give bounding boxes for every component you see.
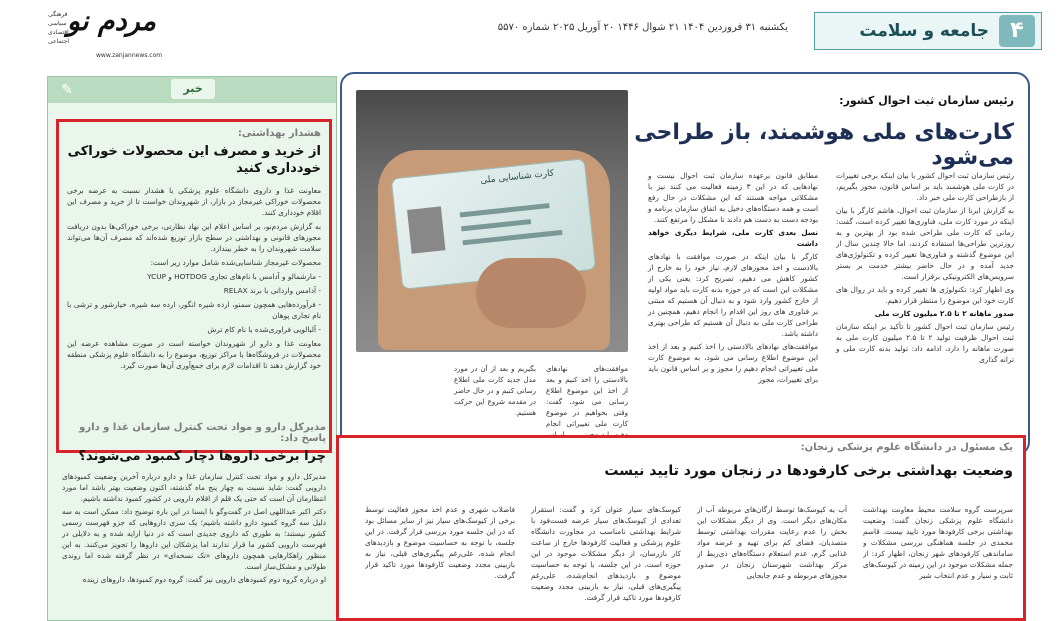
pen-icon: ✎ <box>61 82 73 98</box>
logo-text: مردم نو <box>67 6 156 37</box>
logo-tagline-line: اجتماعی <box>48 38 70 45</box>
page-header <box>0 0 1061 62</box>
article-subhead: نسل بعدی کارت ملی، شرایط دیگری خواهد داشت <box>648 228 818 248</box>
health-warning-article[interactable] <box>56 119 332 453</box>
article-kicker: مدیرکل دارو و مواد تحت کنترل سازمان غذا و دارو پاسخ داد: <box>79 422 326 444</box>
newspaper-logo <box>44 6 163 64</box>
zanjan-fastfood-article[interactable] <box>336 435 1026 621</box>
article-body <box>67 185 321 371</box>
article-paragraph: او درباره گروه دوم کمبودهای دارویی نیز گفت: گروه دوم کمبودها، داروهای زینده <box>82 575 326 584</box>
feature-headline[interactable]: کارت‌های ملی هوشمند، باز طراحی می‌شود <box>634 120 1014 170</box>
article-headline[interactable]: وضعیت بهداشتی برخی کارفودها در زنجان مورد تایید نیست <box>604 463 1013 479</box>
dateline: یکشنبه ۳۱ فروردین ۱۴۰۴ ۲۱ شوال ۱۴۴۶ ۲۰ آوریل ۲۰۲۵ شماره ۵۵۷۰ <box>497 22 788 33</box>
article-column: سرپرست گروه سلامت محیط معاونت بهداشت دانشگاه علوم پزشکی زنجان گفت: وضعیت بهداشتی برخی کارفودها مورد تایید نیست. قاسم محمدی در جلسه هماهنگی بررسی مشکلات و ساماندهی کارفودهای شهر زنجان، اظهار کرد: از جمله مشکلات موجود در این زمینه در کیوسک‌های ثابت و سیار و عدم انتخاب شیر <box>863 505 1013 580</box>
logo-url: www.zanjannews.com <box>96 52 163 59</box>
article-column: کیوسک‌های سیار عنوان کرد و گفت: استقرار تعدادی از کیوسک‌های سیار عرضه فست‌فود با شرایط بهداشتی نامناسب در مجاورت دانشگاه علوم پزشکی و فعالیت کارفودها خارج از ساعت کار بازرسان، از دیگر مشکلات موجود در این حوزه است. در این جلسه، با توجه به حساسیت موضوع و بازدیدهای انجام‌شده، علی‌رغم پیگیری‌های قبلی، نیاز به بازبینی مجدد وضعیت کارفودها مورد تاکید قرار گرفت. <box>531 505 681 602</box>
news-sidebar <box>47 76 337 621</box>
article-column: بگیریم و بعد از آن در مورد مدل جدید کارت ملی اطلاع رسانی کنیم و در حال حاضر در مقدمه شروع این حرکت هستیم. <box>454 365 536 417</box>
article-list-item: - مارشمالو و آدامس با نام‌های تجاری HOTDOG و YCUP <box>147 272 321 281</box>
article-column <box>836 170 1014 406</box>
article-column: موافقت‌های نهادهای بالادستی را اخذ کنیم و بعد از اخذ این موضوع اطلاع رسانی می شود، گفت: وقتی بخواهیم در موضوع کارت ملی تغییراتی انجام <box>546 365 628 428</box>
article-paragraph: وی اظهار کرد: تکنولوژی ها تغییر کرده و باید در روال های کارت خود این موضوع را منتظر قرار دهیم. <box>836 285 1014 305</box>
article-body <box>62 471 326 585</box>
card-title: کارت شناسایی ملی <box>479 168 555 187</box>
article-headline[interactable]: از خرید و مصرف این محصولات خوراکی خودداری کنید <box>67 144 321 176</box>
article-paragraph: رئیس سازمان ثبت احوال کشور تا تأکید بر اینکه سازمان ثبت احوال ظرفیت تولید ۲ تا ۲.۵ میلیون کارت ملی به صورت ماهانه را دارد، ادامه داد: تولید بدنه کارت ملی و ترانه گذاری <box>836 322 1014 364</box>
card-line <box>460 203 550 217</box>
sidebar-label: خبر <box>171 79 215 99</box>
article-column: فاضلاب شهری و عدم اخذ مجوز فعالیت توسط برخی از کیوسک‌های سیار نیز از سایر مسائل بود که در این جلسه مورد بررسی قرار گرفت. در این جلسه، با توجه به حساسیت موضوع و بازدیدهای انجام شده، علی‌رغم پیگیری‌های قبلی، نیاز به بازبینی مجدد وضعیت کارفودها مورد تاکید قرار گرفت. <box>365 505 515 580</box>
article-list-item: - آدامس وارداتی با برند RELAX <box>223 286 321 295</box>
article-list-item: - آلبالویی فراوری‌شده با نام کام ترش <box>207 325 321 334</box>
article-paragraph: محصولات غیرمجاز شناسایی‌شده شامل موارد زیر است: <box>150 258 321 267</box>
article-paragraph: معاونت غذا و دارو از شهروندان خواسته است در صورت مشاهده عرضه این محصولات در فروشگاه‌ها یا مراکز توزیع، موضوع را به دانشگاه علوم پزشکی منطقه خود گزارش دهند تا اقدامات لازم برای جمع‌آوری آن‌ها صورت گیرد. <box>67 339 321 370</box>
thumb-illustration <box>476 258 586 328</box>
article-paragraph: به گزارش مردم‌نو، بر اساس اعلام این نهاد نظارتی، برخی خوراکی‌ها بدون دریافت مجوزهای قانونی و بهداشتی در سطح بازار توزیع شده‌اند که مصرف آن‌ها می‌تواند سلامت شهروندان را به خطر بیندازد. <box>67 222 321 253</box>
article-paragraph: کارگر با بیان اینکه در صورت موافقت با نهادهای بالادست و اخذ مجوزهای لازم، نیاز خود را به خارج از کشور کاهش می دهیم، تصریح کرد: یعنی یکی از مشکلات این است که در حوزه بدنه کارت باید مواد اولیه از خارج کشور وارد شود و به دنبال آن هستیم که مبتنی بر فناوری های روز این اقدام را انجام دهیم، همچنین در طراحی کارت ملی به دنبال آن هستیم که طراحی بهتری داشته باشد. <box>648 252 818 338</box>
card-line <box>461 219 531 231</box>
section-title: جامعه و سلامت <box>859 21 989 41</box>
logo-tagline-line: فرهنگی <box>48 11 68 18</box>
article-paragraph: مطابق قانون برعهده سازمان ثبت احوال نیست و نهادهایی که در این ۳ زمینه فعالیت می کنند نیز با مشکلاتی مواجه هستند که این مشکلات در حال رفع است و همه دستگاه‌های دخیل به اتفاق سازمان برنامه و بودجه دست به دست هم دادند تا مشکل را مرتفع کنند. <box>648 171 819 224</box>
article-paragraph: دکتر اکبر عبداللهی اصل در گفت‌وگو با ایسنا در این باره توضیح داد: ممکن است به سه دلیل سه گروه کمبود دارو داشته باشیم؛ یک سری داروهایی که جزو فهرست رسمی کشور نیستند؛ به طوری که داروی جدیدی است که در دنیا ارایه شده و به دلایلی در فهرست دارویی کشور ما قرار ندارند اما پزشکان این داروها را تجویز می‌کنند. به این منظور راهکارهایی همچون داروهای «تک نسخه‌ای» در نظر گرفته شده اما روندی طولانی و مشکل‌ساز است. <box>62 507 326 571</box>
article-paragraph: موافقت‌های نهادهای بالادستی را اخذ کنیم و بعد از اخذ این موضوع اطلاع رسانی می شود، به موضوع کارت ملی تغییراتی انجام دهیم را مجوز و بر اساس قانون باید برای تغییرات، مجوز <box>648 342 818 384</box>
card-line <box>463 230 563 245</box>
logo-tagline-line: اقتصادی <box>48 29 69 36</box>
article-paragraph: رئیس سازمان ثبت احوال کشور با بیان اینکه برخی تغییرات در کارت ملی هوشمند باید بر اساس قانون، مجوز بگیریم، از بازطراحی کارت ملی خبر داد. <box>836 171 1014 202</box>
section-bar <box>814 12 1042 50</box>
sidebar-header <box>48 77 336 103</box>
article-paragraph: به گزارش ایرنا از سازمان ثبت احوال، هاشم کارگر با بیان اینکه در مورد کارت ملی، فناوری‌ها تغییر کرده است، گفت: زمانی که کارت ملی طراحی شده بود از بهترین و به روزترین طراحی‌ها استفاده کردند، اما حالا چندین سال از این موضوع گذشته و فناوری‌ها تغییر کرده و تکنولوژی‌های جدید آمده و در حال حاضر بیشتر خدمت بر بستر سرویس‌های الکترونیکی برقرار است. <box>836 206 1014 281</box>
article-column: آب به کیوسک‌ها توسط ارگان‌های مربوطه آب از مکان‌های دیگر است. وی از دیگر مشکلات این بخش را عدم رعایت مقررات بهداشتی توسط متصدیان، فضای کم برای تهیه و عرضه مواد غذایی گرم، عدم استعلام دستگاه‌های ذی‌ربط از مرکز بهداشت شهرستان زنجان در صدور مجوزهای مربوطه و عدم جابجایی <box>697 505 847 580</box>
card-photo-blur <box>407 206 445 253</box>
national-id-feature-article[interactable] <box>340 72 1030 456</box>
page-number: ۴ <box>999 15 1035 47</box>
article-kicker: یک مسئول در دانشگاه علوم پزشکی زنجان: <box>800 442 1013 453</box>
article-subhead: صدور ماهانه ۲ تا ۲.۵ میلیون کارت ملی <box>874 309 1014 318</box>
logo-tagline <box>48 10 88 46</box>
feature-kicker: رئیس سازمان ثبت احوال کشور: <box>839 94 1014 107</box>
article-paragraph: معاونت غذا و داروی دانشگاه علوم پزشکی با هشدار نسبت به عرضه برخی محصولات خوراکی غیرمجاز در بازار، از شهروندان خواست تا از خرید و مصرف این اقلام خودداری کنند. <box>67 186 321 217</box>
article-kicker: هشدار بهداشتی: <box>237 128 321 139</box>
article-list-item: - فرآورده‌هایی همچون سمنو، ارده شیره انگور، ارده سه شیره، خیارشور و ترشی با نام تجاری پوهان <box>67 300 321 320</box>
drug-shortage-article[interactable] <box>56 418 332 618</box>
article-column <box>648 170 818 460</box>
article-headline[interactable]: چرا برخی داروها دچار کمبود می‌شوند؟ <box>78 449 326 464</box>
article-paragraph: مدیرکل دارو و مواد تحت کنترل سازمان غذا و دارو درباره آخرین وضعیت کمبودهای دارویی گفت: شاید نسبت به چهار پنج ماه گذشته، اکنون وضعیت بهتر باشد اما مورد انتظارمان آن است که حتی یک قلم از اقلام دارویی در کشور کمبود نداشته باشیم. <box>62 472 326 503</box>
article-photo <box>356 90 628 352</box>
logo-tagline-line: سیاسی <box>48 20 67 27</box>
